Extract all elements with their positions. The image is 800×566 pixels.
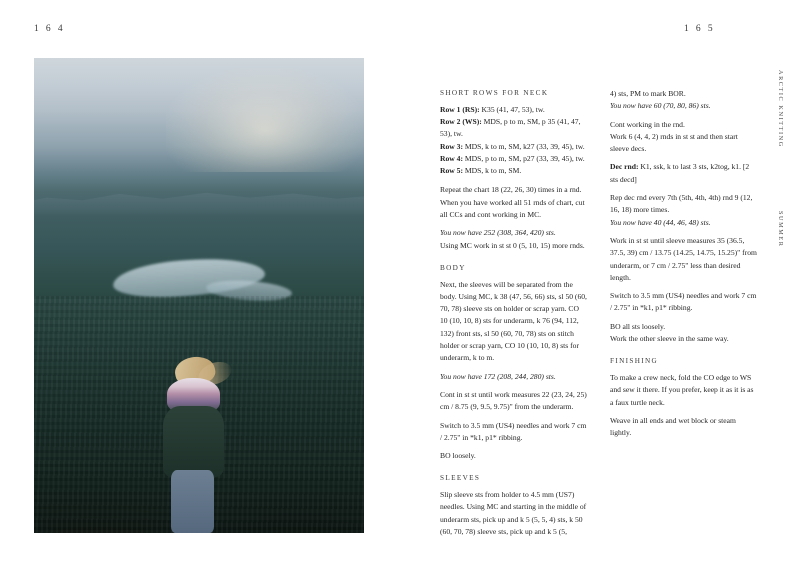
heading-sleeves: SLEEVES [440,474,481,483]
row-text: MDS, k to m, SM. [463,166,522,176]
body-paragraph-3: Switch to 3.5 mm (US4) needles and work 7 cm / 2.75" in *k1, p1* ribbing. [440,420,587,442]
sleeves-paragraph: Slip sleeve sts from holder to 4.5 mm (US7) needles. Using MC and starting in the middle of underarm sts, pick up and k 5 (5, 5, 4) sts, k 50 (60, 70, 78) sleeve sts, pick up and k 5 (5, [440,490,587,536]
row-line [440,153,588,165]
row-text: MDS, k to m, SM, k27 (33, 39, 45), tw. [463,141,585,151]
page-number-right: 1 6 5 [684,24,715,34]
sleeve-bind-off: BO all sts loosely. [610,321,666,331]
finishing-paragraph-1: To make a crew neck, fold the CO edge to WS and sew it there. If you prefer, keep it as it is as a faux turtle neck. [610,373,754,407]
sun-glow [166,68,364,173]
cont-in-rnd: Cont working in the rnd. [610,119,685,129]
row-line [440,165,588,177]
landscape-photograph [34,58,364,533]
sleeve-stitch-count: You now have 60 (70, 80, 86) sts. [610,101,711,111]
finishing-paragraph-2: Weave in all ends and wet block or steam lightly. [610,415,736,438]
row-text: MDS, p to m, SM, p27 (33, 39, 45), tw. [463,153,585,163]
row-label: Row 3: [440,141,463,151]
rep-dec-paragraph: Rep dec rnd every 7th (5th, 4th, 4th) rnd 9 (12, 16, 18) more times. [610,193,753,215]
dec-rnd-text: K1, ssk, k to last 3 sts, k2tog, k1. [2 sts decd] [610,162,750,184]
short-rows-instructions [440,104,588,178]
figure-jeans [171,470,215,533]
heading-short-rows: SHORT ROWS FOR NECK [440,89,549,97]
text-column-left [440,88,588,544]
row-label: Row 2 (WS): [440,116,482,126]
body-bind-off: BO loosely. [440,451,476,461]
sleeve-ribbing-paragraph: Switch to 3.5 mm (US4) needles and work 7 cm / 2.75" in *k1, p1* ribbing. [610,291,757,313]
row-label: Row 5: [440,166,463,176]
other-sleeve: Work the other sleeve in the same way. [610,334,729,344]
body-stitch-count: You now have 172 (208, 244, 280) sts. [440,371,556,381]
row-line [440,141,588,153]
sleeve-length-paragraph: Work in st st until sleeve measures 35 (36.5, 37.5, 39) cm / 13.75 (14.25, 14.75, 15.25)" from underarm, or 7 cm / 2.75" less than desired length. [610,235,757,282]
person-figure [143,357,242,533]
running-head-section: SUMMER [777,210,784,248]
page-number-left: 1 6 4 [34,24,65,34]
body-paragraph-2: Cont in st st until work measures 22 (23, 24, 25) cm / 8.75 (9, 9.5, 9.75)" from the underarm. [440,389,587,412]
row-text: K35 (41, 47, 53), tw. [479,104,545,114]
heading-finishing: FINISHING [610,357,659,366]
row-text: MDS, p to m, SM, p 35 (41, 47, 53), tw. [440,116,581,139]
running-head-vertical [770,70,784,370]
body-paragraph-1: Next, the sleeves will be separated from the body. Using MC, k 38 (47, 56, 66) sts, sl 50 (60, 70, 78) sleeve sts on holder or scrap yarn. CO 10 (10, 10, 8) sts for underarm, k 76 (94, 112, 132) front sts, sl 50 (60, 70, 78) sts on stitch holder or scrap yarn, CO 10 (10, 10, 8) sts for underarm, k to m. [440,279,587,363]
row-label: Row 4: [440,153,463,163]
row-label: Row 1 (RS): [440,104,480,114]
chart-stitch-count: You now have 252 (308, 364, 420) sts. [440,228,556,238]
sleeves-continued: 4) sts, PM to mark BOR. [610,89,686,98]
rep-stitch-count: You now have 40 (44, 46, 48) sts. [610,217,711,227]
heading-body: BODY [440,263,466,272]
text-column-right [610,88,758,445]
chart-repeat-paragraph: Repeat the chart 18 (22, 26, 30) times in a rnd. When you have worked all 51 rnds of chart, cut all CCs and cont working in MC. [440,185,585,220]
chart-extra-rounds: Using MC work in st st 0 (5, 10, 15) more rnds. [440,240,585,250]
dec-rnd-line [610,161,758,186]
figure-sweater-body [163,406,224,476]
row-line [440,104,588,116]
running-head-title: ARCTIC KNITTING [777,70,784,148]
dec-rnd-label: Dec rnd: [610,162,639,172]
sleeve-dec-start: Work 6 (4, 4, 2) rnds in st st and then start sleeve decs. [610,131,738,154]
row-line [440,116,588,141]
